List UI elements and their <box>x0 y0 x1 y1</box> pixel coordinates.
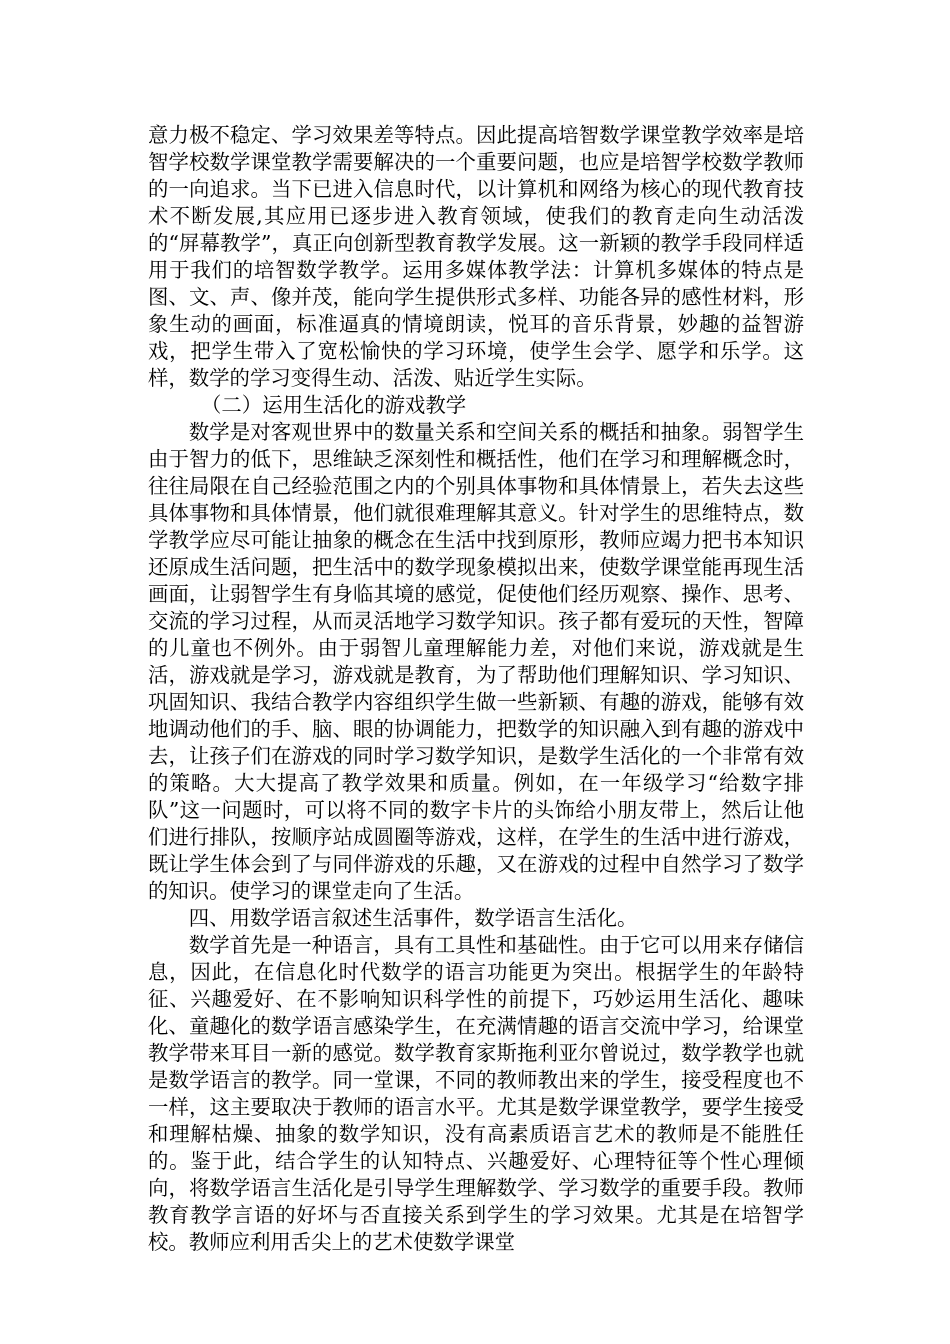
section-subheading: （二）运用生活化的游戏教学 <box>201 393 467 417</box>
document-page <box>148 122 804 1256</box>
paragraph: 数学首先是一种语言，具有工具性和基础性。由于它可以用来存储信息，因此，在信息化时代数学的语言功能更为突出。根据学生的年龄特征、兴趣爱好、在不影响知识科学性的前提下，巧妙运用生活化、趣味化、童趣化的数学语言感染学生，在充满情趣的语言交流中学习，给课堂教学带来耳目一新的感觉。数学教育家斯拖利亚尔曾说过，数学教学也就是数学语言的教学。同一堂课，不同的教师教出来的学生，接受程度也不一样，这主要取决于教师的语言水平。尤其是数学课堂教学，要学生接受和理解枯燥、抽象的数学知识，没有高素质语言艺术的教师是不能胜任的。鉴于此，结合学生的认知特点、兴趣爱好、心理特征等个性心理倾向，将数学语言生活化是引导学生理解数学、学习数学的重要手段。教师教育教学言语的好坏与否直接关系到学生的学习效果。尤其是在培智学校。教师应利用舌尖上的艺术使数学课堂 <box>148 933 804 1254</box>
paragraph-continued: 意力极不稳定、学习效果差等特点。因此提高培智数学课堂教学效率是培智学校数学课堂教学需要解决的一个重要问题，也应是培智学校数学教师的一向追求。当下已进入信息时代，以计算机和网络为核心的现代教育技术不断发展,其应用已逐步进入教育领域，使我们的教育走向生动活泼的“屏幕教学”，真正向创新型教育教学发展。这一新颖的教学手段同样适用于我们的培智数学教学。运用多媒体教学法：计算机多媒体的特点是图、文、声、像并茂，能向学生提供形式多样、功能各异的感性材料，形象生动的画面，标准逼真的情境朗读，悦耳的音乐背景，妙趣的益智游戏，把学生带入了宽松愉快的学习环境，使学生会学、愿学和乐学。这样，数学的学习变得生动、活泼、贴近学生实际。 <box>148 123 804 390</box>
paragraph: 数学是对客观世界中的数量关系和空间关系的概括和抽象。弱智学生由于智力的低下，思维缺乏深刻性和概括性，他们在学习和理解概念时，往往局限在自己经验范围之内的个别具体事物和具体情景上，若失去这些具体事物和具体情景，他们就很难理解其意义。针对学生的思维特点，数学教学应尽可能让抽象的概念在生活中找到原形，教师应竭力把书本知识还原成生活问题，把生活中的数学现象模拟出来，使数学课堂能再现生活画面，让弱智学生有身临其境的感觉，促使他们经历观察、操作、思考、交流的学习过程，从而灵活地学习数学知识。孩子都有爱玩的天性，智障的儿童也不例外。由于弱智儿童理解能力差，对他们来说，游戏就是生活，游戏就是学习，游戏就是教育，为了帮助他们理解知识、学习知识、巩固知识、我结合教学内容组织学生做一些新颖、有趣的游戏，能够有效地调动他们的手、脑、眼的协调能力，把数学的知识融入到有趣的游戏中去，让孩子们在游戏的同时学习数学知识，是数学生活化的一个非常有效的策略。大大提高了教学效果和质量。例如，在一年级学习“给数字排队”这一问题时，可以将不同的数字卡片的头饰给小朋友带上，然后让他们进行排队，按顺序站成圆圈等游戏，这样，在学生的生活中进行游戏，既让学生体会到了与同伴游戏的乐趣，又在游戏的过程中自然学习了数学的知识。使学习的课堂走向了生活。 <box>148 420 804 903</box>
section-heading: 四、用数学语言叙述生活事件，数学语言生活化。 <box>188 906 638 930</box>
